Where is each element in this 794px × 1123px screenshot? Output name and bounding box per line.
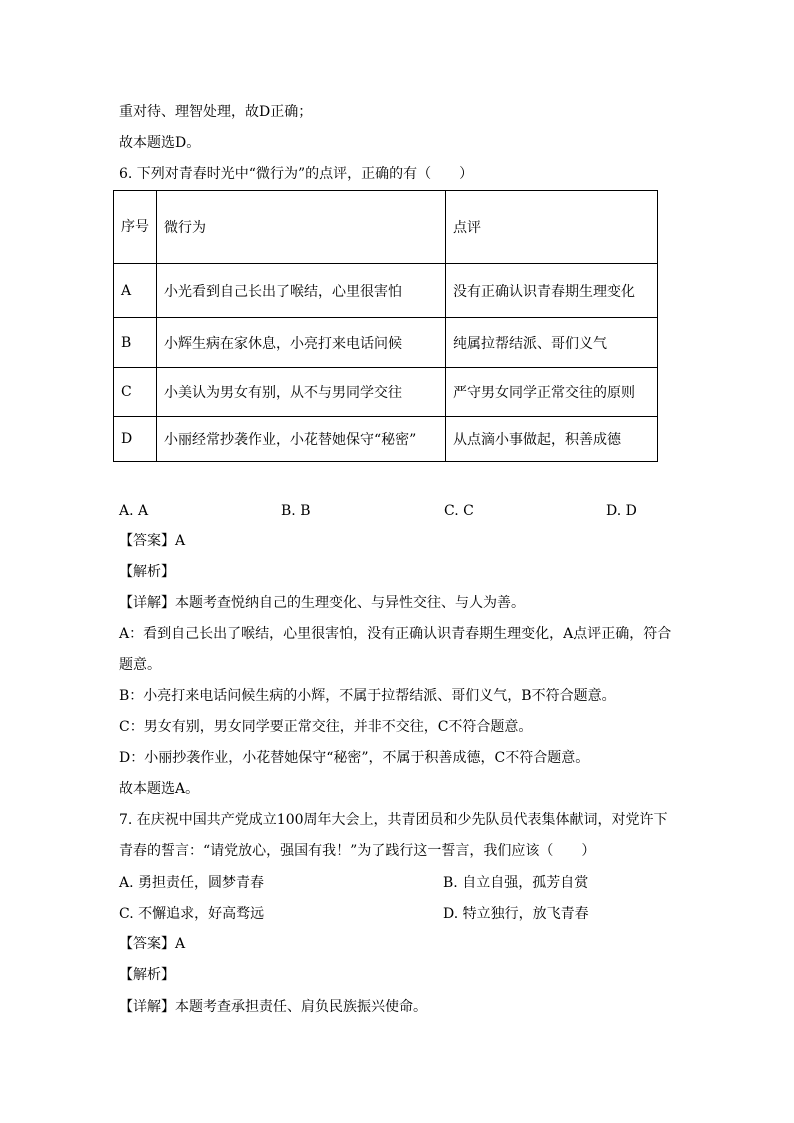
explanation-c: C：男女有别，男女同学要正常交往，并非不交往，C不符合题意。 [119,719,533,735]
text-line: 故本题选D。 [119,135,201,151]
table-cell: 纯属拉帮结派、哥们义气 [446,318,658,368]
table-row [114,264,658,318]
option-a: A. A [119,503,149,519]
option-c: C. C [444,503,474,519]
table-cell: C [114,368,157,417]
table-cell: 小丽经常抄袭作业，小花替她保守“秘密” [157,417,446,462]
explanation-d: D：小丽抄袭作业，小花替她保守“秘密”，不属于积善成德，C不符合题意。 [119,750,590,766]
table-cell: 从点滴小事做起，积善成德 [446,417,658,462]
question-6-table [113,190,658,462]
question-6-stem: 6. 下列对青春时光中“微行为”的点评，正确的有（ ） [119,166,474,182]
conclusion: 故本题选A。 [119,781,200,797]
detail-text: 【详解】本题考查承担责任、肩负民族振兴使命。 [119,999,427,1015]
table-header-cell: 点评 [446,191,658,264]
table-header-cell: 序号 [114,191,157,264]
option-b: B. B [281,503,311,519]
option-a: A. 勇担责任，圆梦青春 [119,875,265,891]
table-row [114,417,658,462]
text-line: 重对待、理智处理，故D正确； [119,104,313,120]
table-header-cell: 微行为 [157,191,446,264]
table-cell: D [114,417,157,462]
detail-text: 【详解】本题考查悦纳自己的生理变化、与异性交往、与人为善。 [119,595,525,611]
question-7-stem-cont: 青春的誓言：“请党放心，强国有我！”为了践行这一誓言，我们应该（ ） [119,843,596,859]
table-row [114,368,658,417]
analysis-label: 【解析】 [119,967,175,983]
answer-label: 【答案】A [119,936,186,952]
answer-label: 【答案】A [119,533,186,549]
table-cell: 没有正确认识青春期生理变化 [446,264,658,318]
option-c: C. 不懈追求，好高骛远 [119,906,265,922]
table-cell: 小光看到自己长出了喉结，心里很害怕 [157,264,446,318]
analysis-label: 【解析】 [119,564,175,580]
explanation-b: B：小亮打来电话问候生病的小辉，不属于拉帮结派、哥们义气，B不符合题意。 [119,688,616,704]
option-b: B. 自立自强，孤芳自赏 [443,875,589,891]
option-d: D. D [606,503,637,519]
explanation-a: A：看到自己长出了喉结，心里很害怕，没有正确认识青春期生理变化，A点评正确，符合 [119,626,672,642]
question-7-stem: 7. 在庆祝中国共产党成立100周年大会上，共青团员和少先队员代表集体献词，对党许下 [119,812,668,828]
table-row [114,318,658,368]
explanation-a-cont: 题意。 [119,657,161,673]
table-cell: A [114,264,157,318]
option-d: D. 特立独行，放飞青春 [443,906,589,922]
table-cell: 严守男女同学正常交往的原则 [446,368,658,417]
table-cell: 小辉生病在家休息，小亮打来电话问候 [157,318,446,368]
table-header-row [114,191,658,264]
table-cell: B [114,318,157,368]
table-cell: 小美认为男女有别，从不与男同学交往 [157,368,446,417]
